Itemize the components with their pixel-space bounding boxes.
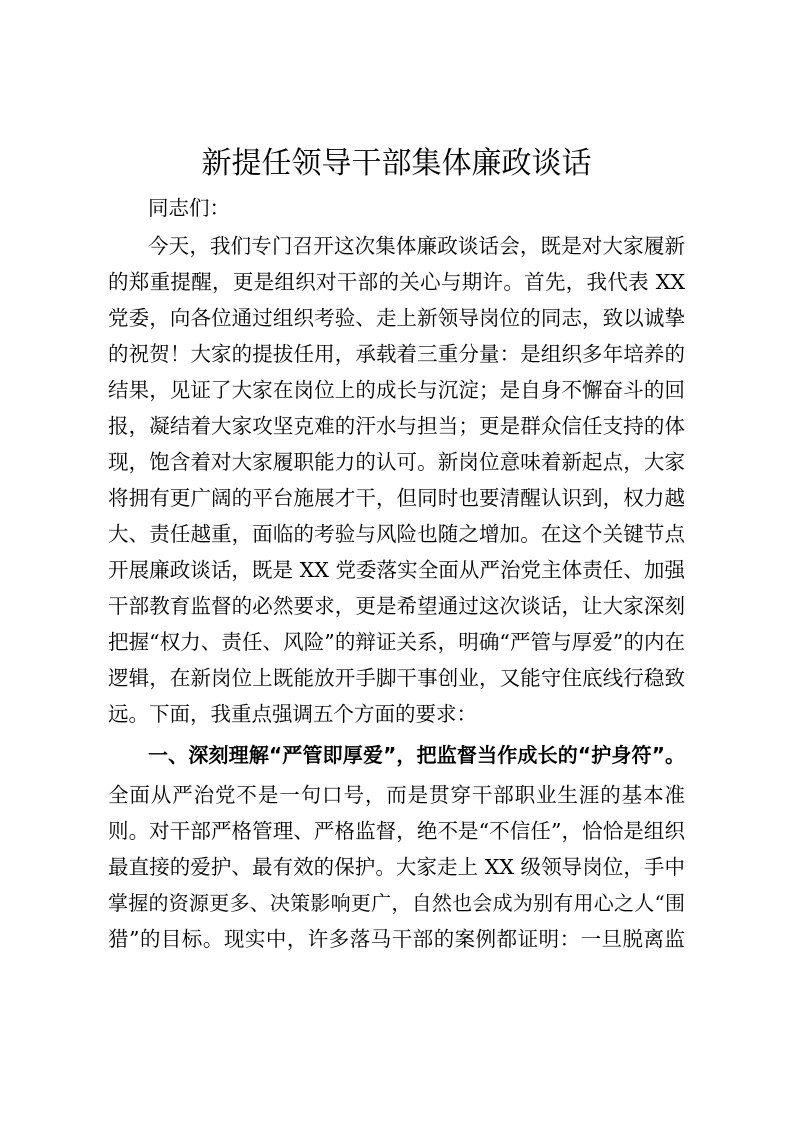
- paragraph-line: 党委，向各位通过组织考验、走上新领导岗位的同志，致以诚挚: [108, 306, 685, 330]
- paragraph-line: 今天，我们专门召开这次集体廉政谈话会，既是对大家履新: [148, 234, 685, 258]
- paragraph-line: 掌握的资源更多、决策影响更广，自然也会成为别有用心之人“围: [108, 891, 685, 915]
- paragraph-line: 远。下面，我重点强调五个方面的要求：: [108, 702, 477, 726]
- paragraph-line: 将拥有更广阔的平台施展才干，但同时也要清醒认识到，权力越: [108, 486, 685, 510]
- paragraph-line: 的祝贺！大家的提拔任用，承载着三重分量：是组织多年培养的: [108, 342, 685, 366]
- paragraph-line: 结果，见证了大家在岗位上的成长与沉淀；是自身不懈奋斗的回: [108, 378, 685, 402]
- paragraph-line: 大、责任越重，面临的考验与风险也随之增加。在这个关键节点: [108, 522, 685, 546]
- paragraph-line: 开展廉政谈话，既是 XX 党委落实全面从严治党主体责任、加强: [108, 558, 685, 582]
- paragraph-line: 最直接的爱护、最有效的保护。大家走上 XX 级领导岗位，手中: [108, 855, 685, 879]
- paragraph-line: 报，凝结着大家攻坚克难的汗水与担当；更是群众信任支持的体: [108, 414, 685, 438]
- paragraph-line: 猎”的目标。现实中，许多落马干部的案例都证明：一旦脱离监: [108, 927, 685, 951]
- paragraph-line: 全面从严治党不是一句口号，而是贯穿干部职业生涯的基本准: [108, 783, 685, 807]
- paragraph-line: 的郑重提醒，更是组织对干部的关心与期许。首先，我代表 XX: [108, 270, 685, 294]
- document-title: 新提任领导干部集体廉政谈话: [201, 146, 592, 181]
- section-1-heading: 一、深刻理解“严管即厚爱”，把监督当作成长的“护身符”。: [148, 743, 685, 767]
- paragraph-line: 把握“权力、责任、风险”的辩证关系，明确“严管与厚爱”的内在: [108, 630, 685, 654]
- paragraph-line: 干部教育监督的必然要求，更是希望通过这次谈话，让大家深刻: [108, 594, 685, 618]
- salutation: 同志们：: [148, 196, 230, 220]
- paragraph-line: 则。对干部严格管理、严格监督，绝不是“不信任”，恰恰是组织: [108, 819, 685, 843]
- paragraph-line: 现，饱含着对大家履职能力的认可。新岗位意味着新起点，大家: [108, 450, 685, 474]
- paragraph-line: 逻辑，在新岗位上既能放开手脚干事创业，又能守住底线行稳致: [108, 666, 685, 690]
